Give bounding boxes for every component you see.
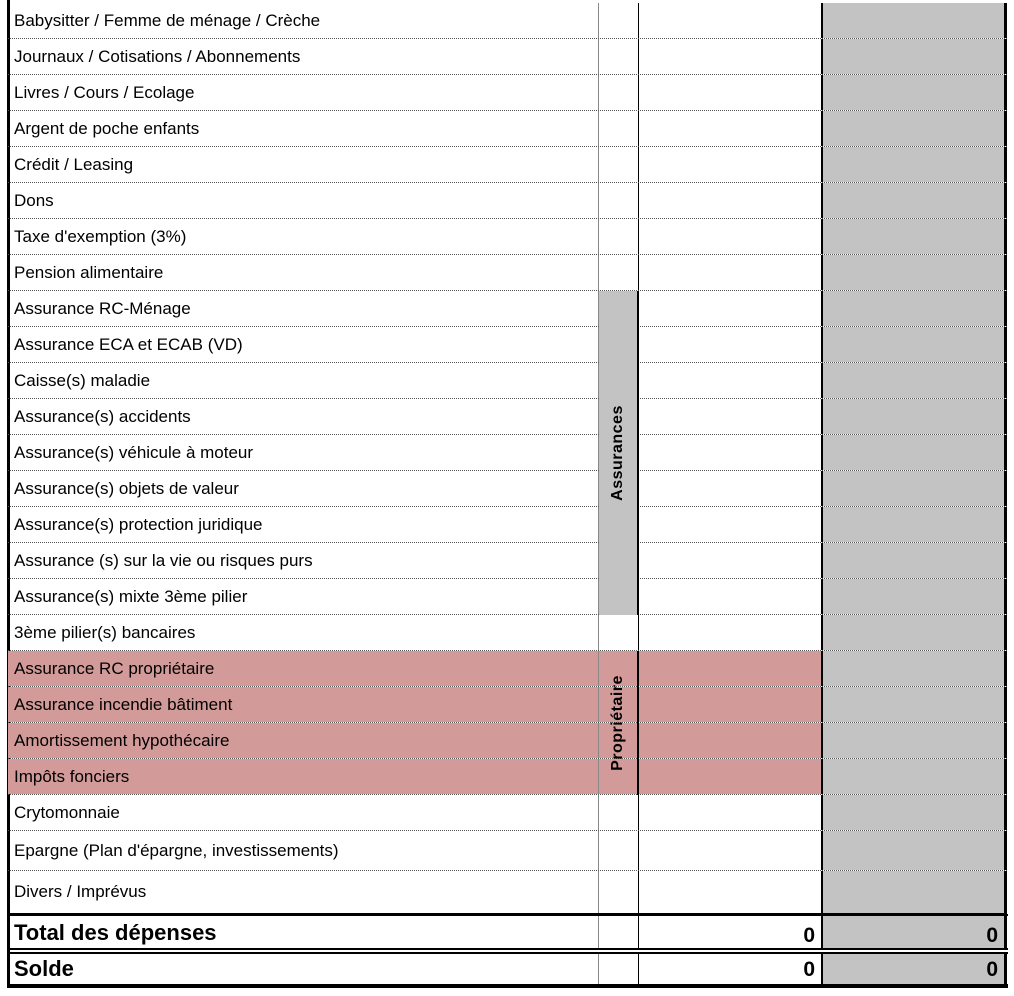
expense-label: Epargne (Plan d'épargne, investissements) (14, 840, 339, 860)
total-value-2: 0 (986, 924, 998, 947)
expense-label-cell[interactable] (8, 543, 599, 578)
group-label-proprietaire (599, 651, 639, 795)
expense-label-cell[interactable] (8, 723, 599, 758)
expense-amount-cell-2[interactable] (823, 3, 1007, 38)
expense-group-cell[interactable] (599, 255, 639, 290)
expense-amount-cell-2[interactable] (823, 435, 1007, 470)
expense-label-cell[interactable] (8, 327, 599, 362)
expense-label-cell[interactable] (8, 795, 599, 830)
expense-row (8, 3, 1007, 39)
expense-label: 3ème pilier(s) bancaires (14, 622, 196, 642)
expense-amount-cell[interactable] (639, 687, 823, 722)
expense-amount-cell[interactable] (639, 871, 823, 913)
expense-amount-cell-2[interactable] (823, 507, 1007, 542)
solde-value-2: 0 (986, 958, 998, 981)
group-assurances-text: Assurances (609, 405, 626, 501)
expense-label-cell[interactable] (8, 291, 599, 326)
expense-label-cell[interactable] (8, 871, 599, 913)
solde-label-cell[interactable] (8, 954, 599, 984)
expense-row (8, 507, 1007, 543)
expense-amount-cell[interactable] (639, 615, 823, 650)
expense-label-cell[interactable] (8, 183, 599, 218)
expense-label: Amortissement hypothécaire (14, 730, 230, 750)
expense-amount-cell[interactable] (639, 579, 823, 614)
expense-amount-cell[interactable] (639, 327, 823, 362)
solde-label: Solde (14, 956, 74, 981)
expense-row (8, 219, 1007, 255)
expense-amount-cell-2[interactable] (823, 291, 1007, 326)
expense-label-cell[interactable] (8, 759, 599, 794)
expense-amount-cell[interactable] (639, 723, 823, 758)
expense-row (8, 147, 1007, 183)
expense-amount-cell[interactable] (639, 3, 823, 38)
expense-label-cell[interactable] (8, 255, 599, 290)
expense-row (8, 871, 1007, 914)
solde-separator-bottom (8, 952, 1008, 954)
expense-label-cell[interactable] (8, 363, 599, 398)
group-proprietaire-text: Propriétaire (609, 675, 626, 771)
expense-label: Livres / Cours / Ecolage (14, 82, 195, 102)
expense-group-cell[interactable] (599, 111, 639, 146)
expense-row (8, 255, 1007, 291)
expense-amount-cell-2[interactable] (823, 795, 1007, 830)
expense-amount-cell[interactable] (639, 795, 823, 830)
expense-row (8, 399, 1007, 435)
expense-label: Dons (14, 190, 54, 210)
expense-label-cell[interactable] (8, 831, 599, 870)
expense-amount-cell-2[interactable] (823, 543, 1007, 578)
expense-amount-cell[interactable] (639, 219, 823, 254)
expense-amount-cell[interactable] (639, 363, 823, 398)
expense-label-cell[interactable] (8, 471, 599, 506)
expense-amount-cell-2[interactable] (823, 831, 1007, 870)
solde-value-cell-2[interactable] (823, 954, 1007, 984)
expense-amount-cell[interactable] (639, 759, 823, 794)
expense-label: Babysitter / Femme de ménage / Crèche (14, 10, 321, 30)
total-label-cell[interactable] (8, 916, 599, 950)
expense-label: Divers / Imprévus (14, 882, 147, 901)
solde-row (8, 954, 1007, 984)
expense-label-cell[interactable] (8, 219, 599, 254)
expense-group-cell[interactable] (599, 75, 639, 110)
expense-amount-cell-2[interactable] (823, 871, 1007, 913)
expense-label-cell[interactable] (8, 579, 599, 614)
expense-amount-cell-2[interactable] (823, 579, 1007, 614)
total-value-cell[interactable] (639, 916, 823, 950)
expense-amount-cell[interactable] (639, 147, 823, 182)
expense-label: Assurance(s) objets de valeur (14, 478, 239, 498)
expense-amount-cell[interactable] (639, 507, 823, 542)
expense-label: Assurance(s) accidents (14, 406, 191, 426)
expense-amount-cell[interactable] (639, 543, 823, 578)
expense-amount-cell[interactable] (639, 75, 823, 110)
expense-amount-cell-2[interactable] (823, 219, 1007, 254)
expense-amount-cell-2[interactable] (823, 255, 1007, 290)
total-value: 0 (803, 924, 815, 947)
expense-label: Assurance (s) sur la vie ou risques purs (14, 550, 313, 570)
expense-group-cell[interactable] (599, 3, 639, 38)
expense-amount-cell-2[interactable] (823, 39, 1007, 74)
expense-label: Journaux / Cotisations / Abonnements (14, 46, 301, 66)
expense-amount-cell-2[interactable] (823, 687, 1007, 722)
expense-row (8, 795, 1007, 831)
total-value-cell-2[interactable] (823, 916, 1007, 950)
expense-amount-cell-2[interactable] (823, 147, 1007, 182)
expense-label-cell[interactable] (8, 147, 599, 182)
expense-amount-cell[interactable] (639, 399, 823, 434)
expense-label-cell[interactable] (8, 435, 599, 470)
expense-row (8, 75, 1007, 111)
expense-label-cell[interactable] (8, 507, 599, 542)
expense-row (8, 759, 1007, 795)
expense-group-cell[interactable] (599, 831, 639, 870)
expense-row (8, 363, 1007, 399)
expense-group-cell[interactable] (599, 795, 639, 830)
expense-label: Pension alimentaire (14, 262, 164, 282)
total-group-cell[interactable] (599, 916, 639, 950)
expense-amount-cell[interactable] (639, 651, 823, 686)
expense-amount-cell[interactable] (639, 435, 823, 470)
expense-label-cell[interactable] (8, 651, 599, 686)
expense-row (8, 615, 1007, 651)
solde-group-cell[interactable] (599, 954, 639, 984)
expense-label: Assurance(s) mixte 3ème pilier (14, 586, 248, 606)
solde-value-cell[interactable] (639, 954, 823, 984)
expense-label: Assurance(s) véhicule à moteur (14, 442, 254, 462)
group-label-assurances (599, 291, 639, 615)
expense-label: Caisse(s) maladie (14, 370, 151, 390)
expense-group-cell[interactable] (599, 39, 639, 74)
expense-label-cell[interactable] (8, 111, 599, 146)
expense-amount-cell[interactable] (639, 831, 823, 870)
expense-group-cell[interactable] (599, 615, 639, 650)
expense-amount-cell-2[interactable] (823, 183, 1007, 218)
expense-label: Assurance RC-Ménage (14, 298, 191, 318)
expense-row (8, 723, 1007, 759)
total-label: Total des dépenses (14, 920, 217, 945)
expense-label: Assurance incendie bâtiment (14, 694, 233, 714)
expense-row (8, 183, 1007, 219)
expense-amount-cell-2[interactable] (823, 471, 1007, 506)
total-separator (8, 914, 1008, 916)
expense-row (8, 651, 1007, 687)
expense-amount-cell-2[interactable] (823, 399, 1007, 434)
solde-value: 0 (803, 958, 815, 981)
expense-amount-cell-2[interactable] (823, 615, 1007, 650)
expense-label: Crytomonnaie (14, 802, 120, 822)
expense-label: Assurance(s) protection juridique (14, 514, 263, 534)
expense-amount-cell[interactable] (639, 39, 823, 74)
expense-row (8, 579, 1007, 615)
expense-group-cell[interactable] (599, 147, 639, 182)
expense-amount-cell[interactable] (639, 183, 823, 218)
expense-row (8, 687, 1007, 723)
expense-label-cell[interactable] (8, 75, 599, 110)
expense-group-cell[interactable] (599, 871, 639, 913)
expense-row (8, 543, 1007, 579)
expense-label: Impôts fonciers (14, 766, 130, 786)
expense-label-cell[interactable] (8, 615, 599, 650)
expense-label: Crédit / Leasing (14, 154, 134, 174)
expense-amount-cell-2[interactable] (823, 759, 1007, 794)
expense-label: Assurance ECA et ECAB (VD) (14, 334, 243, 354)
expense-label: Assurance RC propriétaire (14, 658, 215, 678)
expense-label: Argent de poche enfants (14, 118, 200, 138)
expense-amount-cell[interactable] (639, 111, 823, 146)
expense-amount-cell[interactable] (639, 471, 823, 506)
expense-amount-cell[interactable] (639, 255, 823, 290)
expense-amount-cell-2[interactable] (823, 363, 1007, 398)
solde-separator-top (8, 948, 1008, 950)
expense-row (8, 291, 1007, 327)
expense-amount-cell-2[interactable] (823, 723, 1007, 758)
sheet-bottom-border (8, 984, 1008, 988)
expense-amount-cell-2[interactable] (823, 327, 1007, 362)
expense-label-cell[interactable] (8, 687, 599, 722)
expense-row (8, 39, 1007, 75)
expense-row (8, 435, 1007, 471)
expense-group-cell[interactable] (599, 183, 639, 218)
expense-row (8, 831, 1007, 871)
expense-amount-cell-2[interactable] (823, 75, 1007, 110)
expense-amount-cell-2[interactable] (823, 111, 1007, 146)
expense-label-cell[interactable] (8, 399, 599, 434)
expense-label-cell[interactable] (8, 3, 599, 38)
expense-group-cell[interactable] (599, 219, 639, 254)
expense-amount-cell[interactable] (639, 291, 823, 326)
total-row (8, 916, 1007, 950)
expense-label: Taxe d'exemption (3%) (14, 226, 187, 246)
expense-label-cell[interactable] (8, 39, 599, 74)
expense-row (8, 471, 1007, 507)
expense-row (8, 111, 1007, 147)
expense-amount-cell-2[interactable] (823, 651, 1007, 686)
expense-row (8, 327, 1007, 363)
